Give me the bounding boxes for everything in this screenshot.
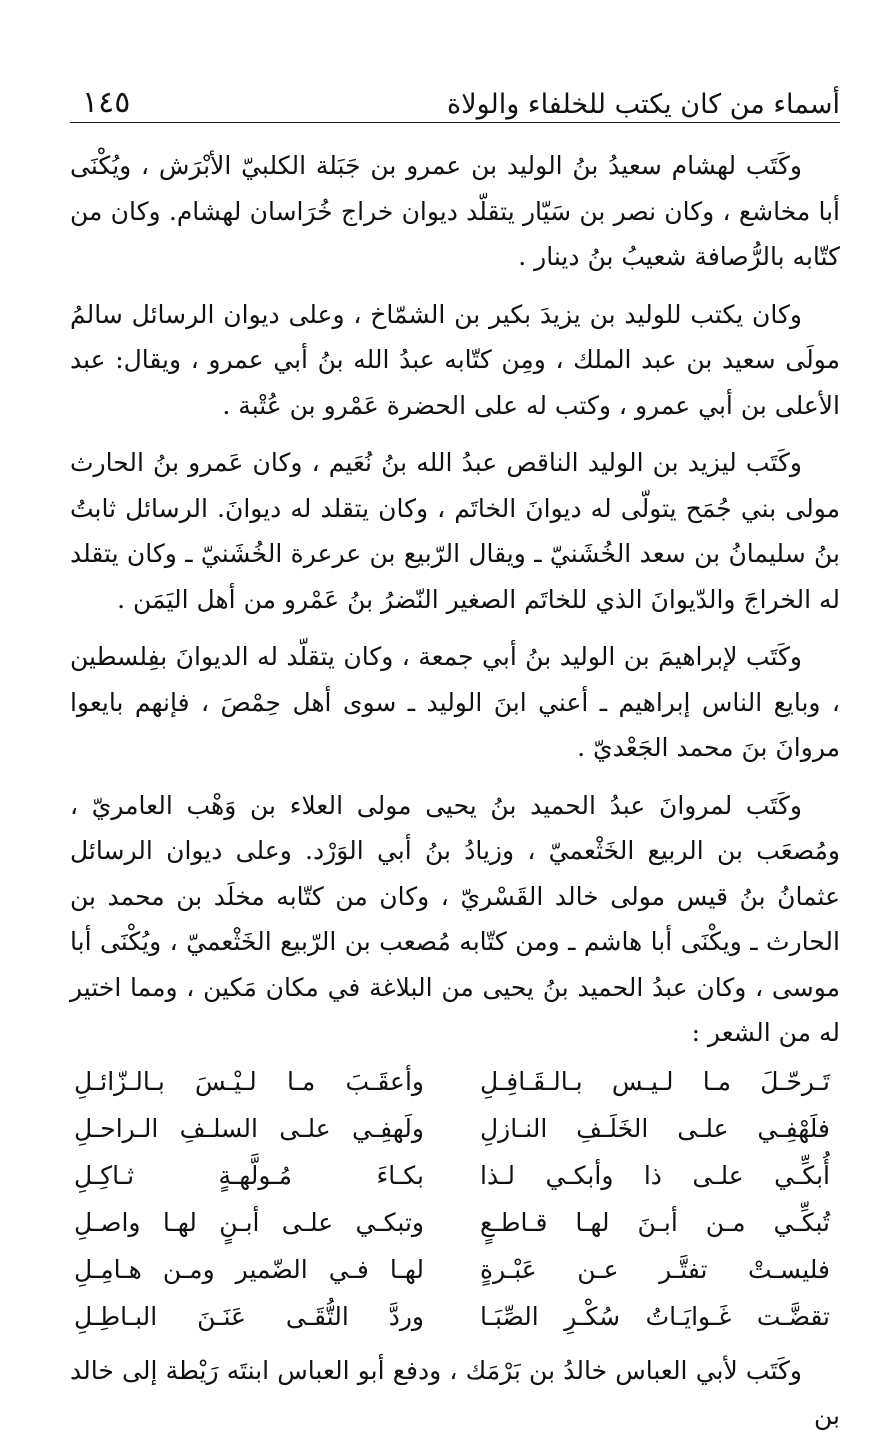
verse-second-hemistich: وردَّ التُّقَـى عَنَـنَ البـاطِـلِ bbox=[74, 1301, 424, 1331]
verse-first-hemistich: تَـرحّـلَ مـا لـيـس بـالـقَـافِـلِ bbox=[480, 1066, 830, 1096]
verse-second-hemistich: بكـاءَ مُـولَّهـةٍ ثـاكِـلِ bbox=[74, 1160, 424, 1190]
poem-verse bbox=[70, 1199, 840, 1246]
paragraph-walid-yazid: وكان يكتب للوليد بن يزيدَ بكير بن الشمّاخ ، وعلى ديوان الرسائل سالمُ مولَى سعيد بن عبد الملك ، ومِن كتّابه عبدُ الله بنُ أبي عمرو ، ويقال: عبد الأعلى بن أبي عمرو ، وكتب له على الحضرة عَمْرو بن عُتْبة . bbox=[70, 299, 840, 420]
verse-second-hemistich: وتبكـي علـى أبـنٍ لهـا واصـلِ bbox=[74, 1207, 424, 1237]
paragraph-marwan: وكَتَب لمروانَ عبدُ الحميد بنُ يحيى مولى العلاء بن وَهْب العامريّ ، ومُصعَب بن الربيع الخَثْعميّ ، وزيادُ بنُ أبي الوَرْد. وعلى ديوان الرسائل عثمانُ بنُ قيس مولى خالد القَسْريّ ، وكان من كتّابه مخلَد بن محمد بن الحارث ـ ويكْنَى أبا هاشم ـ ومن كتّابه مُصعب بن الرّبيع الخَثْعميّ ، ويُكْنَى أبا موسى ، وكان عبدُ الحميد بنُ يحيى من البلاغة في مكان مَكين ، ومما اختير له من الشعر : bbox=[70, 790, 840, 1047]
verse-first-hemistich: فلَهْفِـي علـى الخَلَـفِ النـازلِ bbox=[480, 1113, 830, 1143]
paragraph-hisham: وكَتَب لهشام سعيدُ بنُ الوليد بن عمرو بن جَبَلة الكلبيّ الأبْرَش ، ويُكْنَى أبا مخاشع ، وكان نصر بن سَيّار يتقلّد ديوان خراج خُرَاسان لهشام. وكان من كتّابه بالرُّصافة شعيبُ بنُ دينار . bbox=[70, 151, 841, 271]
paragraph-ibrahim: وكَتَب لإبراهيمَ بن الوليد بنُ أبي جمعة ، وكان يتقلّد له الديوانَ بفِلسطين ، وبايع الناس إبراهيم ـ أعني ابنَ الوليد ـ سوى أهل حِمْصَ ، فإنهم بايعوا مروانَ بنَ محمد الجَعْديّ . bbox=[70, 642, 840, 762]
book-page bbox=[70, 70, 841, 1430]
poem-verse bbox=[70, 1058, 840, 1105]
poem-verse bbox=[70, 1152, 840, 1199]
poem-verse bbox=[70, 1105, 840, 1152]
page-number: ١٤٥ bbox=[82, 85, 131, 120]
poem bbox=[70, 1058, 840, 1340]
verse-second-hemistich: لهـا فـي الضّمير ومـن هـامِـلِ bbox=[74, 1254, 424, 1284]
verse-second-hemistich: ولَهفِـي علـى السلـفِ الـراحـلِ bbox=[74, 1113, 424, 1143]
verse-first-hemistich: تقضَّـت غَـوايَـاتُ سُكْـرِ الصِّبَـا bbox=[480, 1301, 830, 1331]
paragraph-yazid-naqis: وكَتَب ليزيد بن الوليد الناقص عبدُ الله بنُ نُعَيم ، وكان عَمرو بنُ الحارث مولى بني جُمَح يتولّى له ديوانَ الخاتَم ، وكان يتقلد له ديوانَ. الرسائل ثابتُ بنُ سليمانُ بن سعد الخُشَنيّ ـ ويقال الرّبيع بن عرعرة الخُشَنيّ ـ وكان يتقلد له الخراجَ والدّيوانَ الذي للخاتَم الصغير النّضرُ بنُ عَمْرو من أهل اليَمَن . bbox=[70, 448, 840, 614]
running-title: أسماء من كان يكتب للخلفاء والولاة bbox=[447, 89, 840, 120]
poem-verse bbox=[70, 1293, 840, 1340]
paragraph-abu-al-abbas: وكَتَب لأبي العباس خالدُ بن بَرْمَك ، ودفع أبو العباس ابنتَه رَيْطة إلى خالد بن bbox=[70, 1355, 840, 1430]
verse-first-hemistich: أُبكِّـي علـى ذا وأبكـي لـذا bbox=[480, 1160, 830, 1190]
verse-first-hemistich: تُبكِّـي مـن أبـنَ لهـا قـاطـعٍ bbox=[480, 1207, 830, 1237]
verse-second-hemistich: وأعقَـبَ مـا لـيْـسَ بـالـزّائـلِ bbox=[74, 1066, 424, 1096]
page-body bbox=[70, 143, 840, 1439]
poem-verse bbox=[70, 1246, 840, 1293]
page-header bbox=[70, 70, 840, 123]
verse-first-hemistich: فليسـتْ تفتَّـر عـن عَبْـرةٍ bbox=[480, 1254, 830, 1284]
